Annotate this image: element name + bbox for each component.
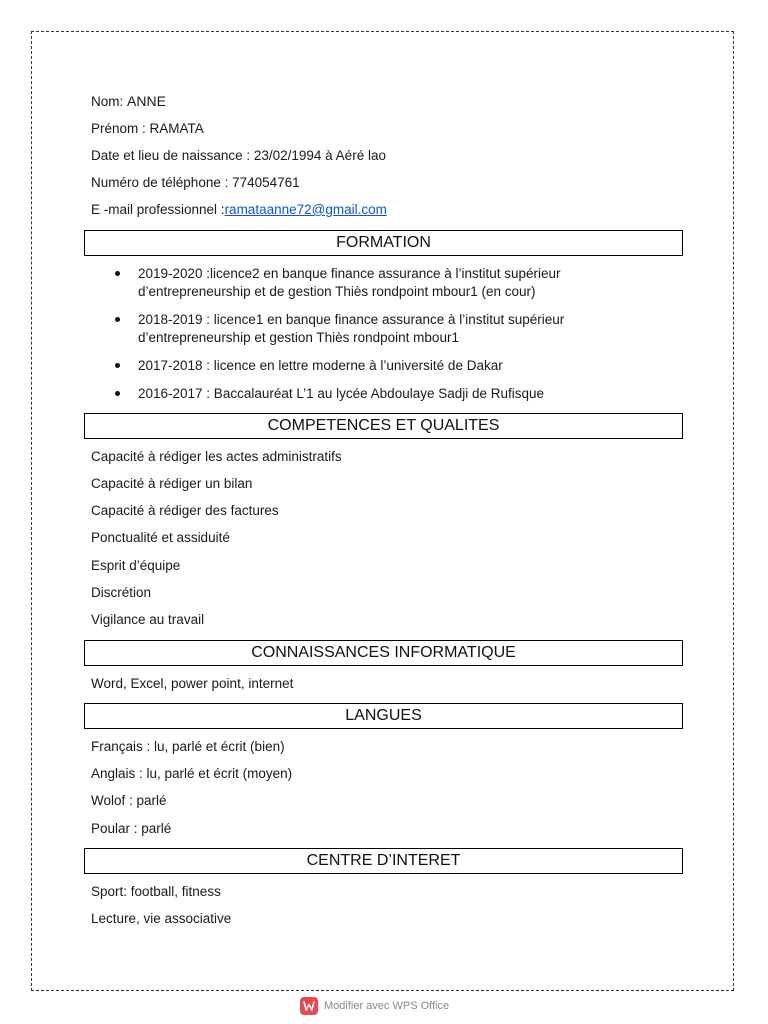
telephone-line: Numéro de téléphone : 774054761 (91, 175, 300, 190)
email-line (91, 202, 387, 218)
section-interets-heading: CENTRE D’INTERET (84, 848, 683, 874)
competence-item: Discrétion (91, 585, 152, 600)
competence-item: Capacité à rédiger des factures (91, 503, 279, 518)
naissance-line: Date et lieu de naissance : 23/02/1994 à Aéré lao (91, 148, 386, 163)
section-informatique-heading: CONNAISSANCES INFORMATIQUE (84, 640, 683, 666)
bullet-dot-icon (115, 317, 120, 322)
prenom-value: RAMATA (149, 121, 204, 136)
bullet-dot-icon (115, 391, 120, 396)
formation-item-line: 2018-2019 : licence1 en banque finance assurance à l’institut supérieur (138, 312, 565, 327)
formation-item-line: 2019-2020 :licence2 en banque finance assurance à l’institut supérieur (138, 266, 561, 281)
nom-value: ANNE (127, 93, 166, 109)
langue-item: Poular : parlé (91, 821, 172, 836)
competence-item: Ponctualité et assiduité (91, 530, 230, 545)
wps-office-icon (300, 997, 318, 1015)
bullet-dot-icon (115, 271, 120, 276)
section-langues-heading: LANGUES (84, 703, 683, 729)
langue-item: Français : lu, parlé et écrit (bien) (91, 739, 285, 754)
formation-item-line: d’entrepreneurship et de gestion Thiès rondpoint mbour1 (en cour) (138, 284, 536, 299)
formation-item-line: 2016-2017 : Baccalauréat L’1 au lycée Abdoulaye Sadji de Rufisque (138, 386, 545, 401)
bullet-dot-icon (115, 363, 120, 368)
wps-footer-label: Modifier avec WPS Office (324, 1000, 450, 1012)
competence-item: Capacité à rédiger les actes administratifs (91, 449, 342, 464)
section-formation-heading: FORMATION (84, 230, 683, 256)
langue-item: Anglais : lu, parlé et écrit (moyen) (91, 766, 293, 781)
nom-line (91, 93, 166, 110)
prenom-label: Prénom : (91, 121, 146, 136)
email-link[interactable]: ramataanne72@gmail.com (224, 202, 387, 217)
formation-item-line: d’entrepreneurship et gestion Thiès rondpoint mbour1 (138, 330, 459, 345)
interet-item: Lecture, vie associative (91, 911, 232, 926)
wps-footer-link[interactable] (300, 996, 449, 1016)
section-competences-heading: COMPETENCES ET QUALITES (84, 413, 683, 439)
langue-item: Wolof : parlé (91, 793, 167, 808)
formation-item-line: 2017-2018 : licence en lettre moderne à l’université de Dakar (138, 358, 503, 373)
prenom-line (91, 121, 204, 137)
competence-item: Vigilance au travail (91, 612, 205, 627)
competence-item: Capacité à rédiger un bilan (91, 476, 253, 491)
interet-item: Sport: football, fitness (91, 884, 221, 899)
nom-label: Nom: (91, 94, 124, 109)
email-label: E -mail professionnel : (91, 202, 225, 217)
informatique-item: Word, Excel, power point, internet (91, 676, 294, 691)
competence-item: Esprit d’équipe (91, 558, 181, 573)
